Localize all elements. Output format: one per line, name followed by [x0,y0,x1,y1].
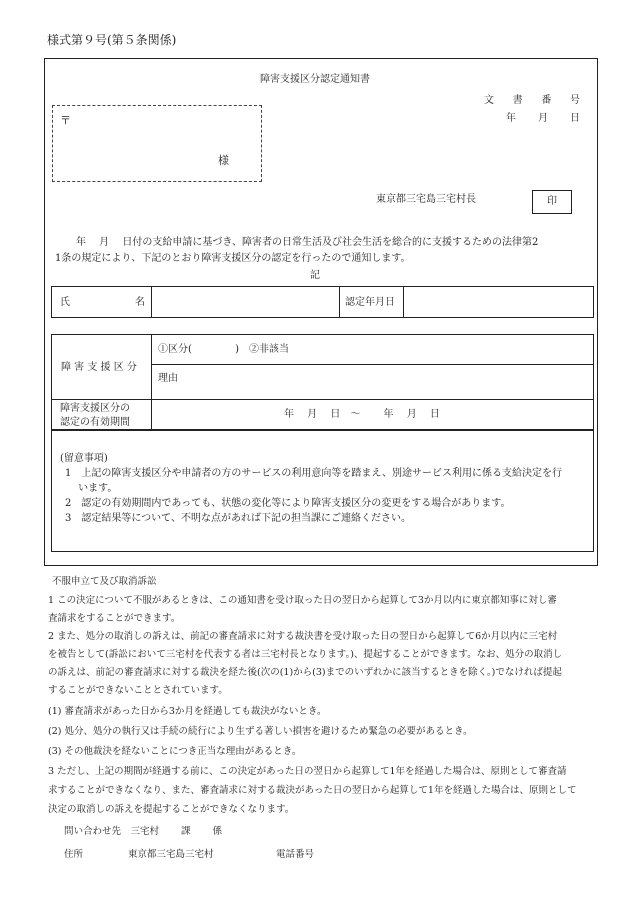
contact-address-value: 東京都三宅島三宅村 [128,849,214,860]
appeal-line: (2) 処分、処分の執行又は手続の続行により生ずる著しい損害を避けるため緊急の必要があるとき。 [48,726,473,737]
classification-label: 障 害 支 援 区 分 [61,362,137,373]
note-item: 2 認定の有効期間内であっても、状態の変化等により障害支援区分の変更をする場合があります。 [65,498,511,509]
recipient-address-box [52,105,262,182]
name-label-1: 氏 [60,297,70,308]
notes-box [51,430,594,552]
validity-label-2: 認定の有効期間 [60,417,130,428]
appeal-line: 3 ただし、上記の期間が経過する前に、この決定があった日の翌日から起算して1年を経過した場合は、原則として審査請 [48,766,567,777]
appeal-line: の訴えは、前記の審査請求に対する裁決を経た後(次の(1)から(3)までのいずれかに該当するときを除く。)でなければ提起 [48,667,562,678]
postal-mark: 〒 [60,114,71,127]
seal-label: 印 [547,196,557,207]
doc-number-char: 文 [484,95,494,106]
notes-heading: (留意事項) [60,453,108,464]
body-line-1: 年 月 日付の支給申請に基づき、障害者の日常生活及び社会生活を総合的に支援するための法律第2 [76,237,539,248]
seal-box [532,190,572,214]
contact-line: 問い合わせ先 三宅村 課 係 [64,826,223,837]
classification-value: ①区分( ) ②非該当 [158,344,289,355]
appeal-line: 1 この決定について不服があるときは、この通知書を受け取った日の翌日から起算して3か月以内に東京都知事に対し審 [48,595,557,606]
note-item: 1 上記の障害支援区分や申請者の方のサービスの利用意向等を踏まえ、別途サービス利用に係る支給決定を行 [65,468,562,479]
date-day: 日 [570,113,580,124]
form-id: 様式第９号(第５条関係) [47,33,177,47]
note-item: 3 認定結果等について、不明な点があれば下記の担当課にご連絡ください。 [65,513,411,524]
doc-number-char: 番 [541,95,552,106]
date-year: 年 [506,113,516,124]
appeal-line: することができないこととされています。 [48,685,228,696]
appeal-line: 決定の取消しの訴えを提起することができなくなります。 [48,804,295,815]
reason-label: 理由 [158,373,178,384]
contact-phone-label: 電話番号 [276,849,315,860]
ki-heading: 記 [310,270,320,281]
validity-label-1: 障害支援区分の [60,403,130,414]
contact-address-label: 住所 [64,849,84,860]
validity-period-value: 年 月 日 ～ 年 月 日 [284,409,440,420]
appeal-line: 査請求をすることができます。 [48,613,181,624]
body-line-2: 1条の規定により、下記のとおり障害支援区分の認定を行ったので通知します。 [55,253,411,264]
appeal-line: (1) 審査請求があった日から3か月を経過しても裁決がないとき。 [48,706,327,717]
issuer-name: 東京都三宅島三宅村長 [376,194,476,205]
appeal-line: (3) その他裁決を経ないことにつき正当な理由があるとき。 [48,746,302,757]
name-label-2: 名 [135,297,145,308]
appeal-line: 求することができなくなり、また、審査請求に対する裁決があった日の翌日から起算して1年を経過した場合は、原則として [48,785,577,796]
appeal-line: を被告として(訴訟において三宅村を代表する者は三宅村長となります。)、提起することができます。なお、処分の取消し [48,649,563,660]
name-date-table [51,286,594,318]
recipient-honorific: 様 [218,154,229,167]
appeal-line: 2 また、処分の取消しの訴えは、前記の審査請求に対する裁決書を受け取った日の翌日から起算して6か月以内に三宅村 [48,631,558,642]
issue-date [506,114,580,124]
appeal-heading: 不服申立て及び取消訴訟 [52,576,157,587]
document-title: 障害支援区分認定通知書 [260,74,370,85]
doc-number-char: 号 [569,95,580,106]
note-item: います。 [65,483,118,494]
doc-number-char: 書 [512,95,523,106]
date-month: 月 [538,113,548,124]
certification-date-label: 認定年月日 [345,297,395,308]
document-number [484,96,580,106]
